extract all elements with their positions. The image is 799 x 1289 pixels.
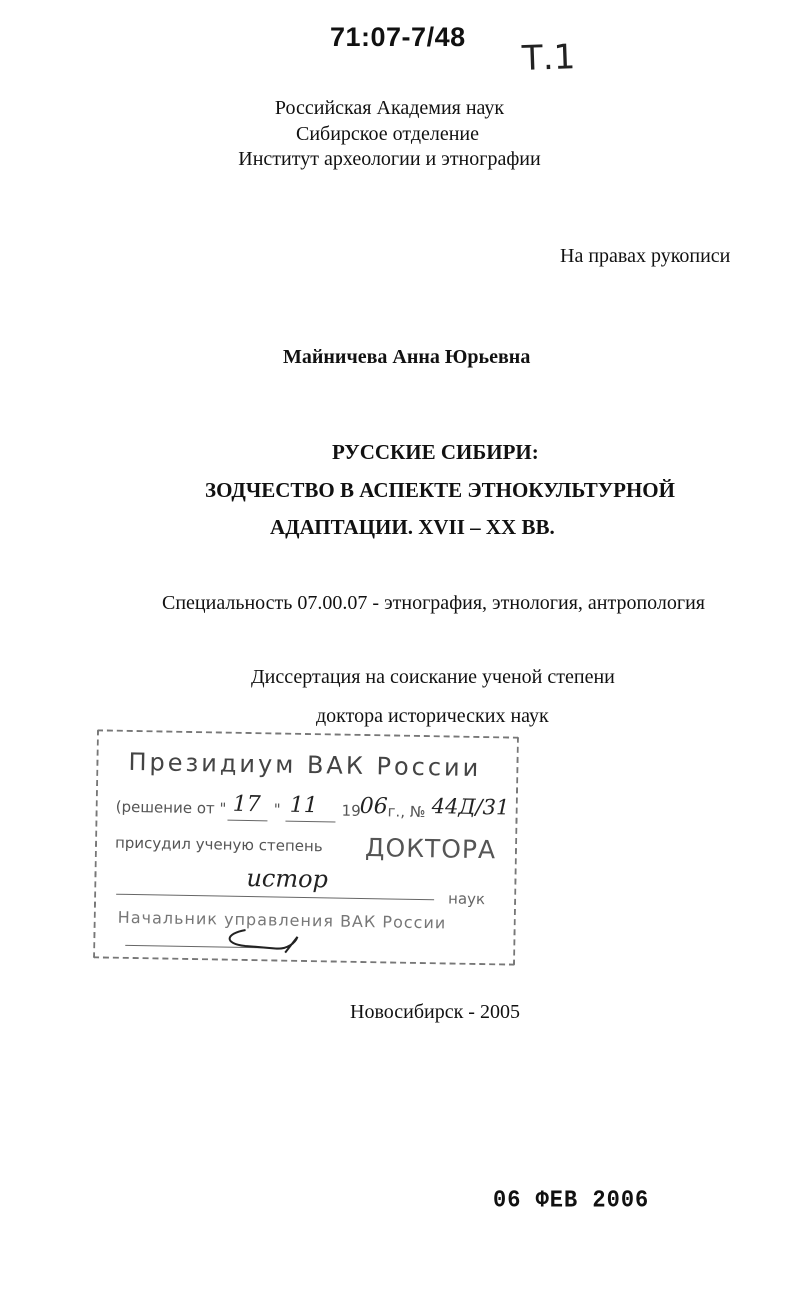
stamp-awarded-prefix: присудил ученую степень [114, 833, 323, 856]
institution-institute: Институт археологии и этнографии [238, 148, 541, 170]
stamp-decision-line [116, 798, 227, 818]
institution-branch: Сибирское отделение [295, 123, 480, 145]
stamp-quote-close: " [273, 800, 281, 819]
city-year: Новосибирск - 2005 [350, 1001, 520, 1023]
institution-academy: Российская Академия наук [274, 97, 505, 119]
catalog-code: 71:07-7/48 [330, 22, 466, 52]
dissertation-line-2: доктора исторических наук [316, 705, 549, 727]
stamp-hw-month: 11 [289, 792, 318, 819]
stamp-hw-day: 17 [232, 791, 261, 818]
title-line-2: ЗОДЧЕСТВО В АСПЕКТЕ ЭТНОКУЛЬТУРНОЙ [205, 478, 675, 502]
stamp-chief-line: Начальник управления ВАК России [117, 907, 447, 933]
rights-note: На правах рукописи [560, 245, 731, 267]
dissertation-line-1: Диссертация на соискание ученой степени [251, 666, 615, 688]
stamp-decision-prefix: (решение от " [115, 797, 227, 818]
title-line-1: РУССКИЕ СИБИРИ: [332, 440, 539, 464]
specialty-line: Специальность 07.00.07 - этнография, этнология, антропология [162, 592, 705, 614]
stamp-degree: ДОКТОРА [364, 833, 497, 865]
author-name: Майничева Анна Юрьевна [283, 346, 531, 368]
stamp-hw-number: 44Д/31 [431, 794, 510, 820]
vak-approval-stamp [93, 729, 519, 965]
received-date-stamp: 06 ФЕВ 2006 [493, 1186, 650, 1215]
stamp-year-suffix: г., № [387, 802, 426, 822]
stamp-field-underline [116, 894, 434, 901]
stamp-hw-field: истор [246, 863, 329, 894]
stamp-year-prefix: 19 [341, 801, 361, 820]
stamp-signature [215, 921, 306, 959]
stamp-sciences: наук [447, 889, 486, 909]
stamp-day-underline [227, 820, 267, 822]
stamp-month-underline [285, 821, 335, 823]
stamp-heading: Президиум ВАК России [128, 747, 482, 783]
title-line-3: АДАПТАЦИИ. XVII – XX ВВ. [270, 515, 555, 539]
handwritten-volume-mark: Т.1 [521, 37, 576, 79]
stamp-hw-year: 06 [359, 793, 388, 820]
